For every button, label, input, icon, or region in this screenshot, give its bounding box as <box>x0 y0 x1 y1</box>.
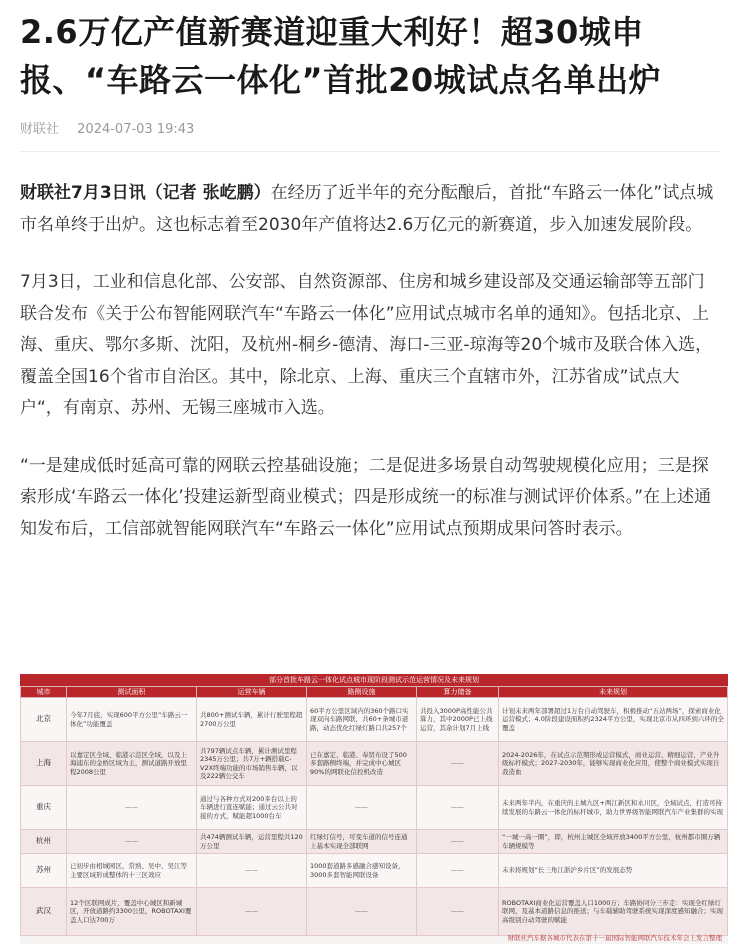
paragraph-1-text: 在经历了近半年的充分酝酿后，首批“车路云一体化”试点城市名单终于出炉。这也标志着至2030年产值将达2.6万亿元的新赛道，步入加速发展阶段。 <box>20 183 714 235</box>
pilot-city-table-image[interactable] <box>20 674 728 944</box>
table-row <box>21 888 728 936</box>
cell-city: 北京 <box>21 698 67 742</box>
cell-compute: —— <box>417 830 499 854</box>
cell-vehicles: 共797辆试点车辆，累计测试里程2345万公里；共7万+辆搭载C-V2X终端功能的市场销售车辆，以及222辆公交车 <box>197 742 307 786</box>
table-row <box>21 830 728 854</box>
cell-roadside: 已在嘉定、临港、奉贤布设了500多套路侧终端，并完成中心城区90%的网联化信控机改造 <box>307 742 417 786</box>
cell-roadside: 60平方公里区域内的360个路口实现双向车路网联，共60+条城市道路，动态优化红绿灯路口共257个 <box>307 698 417 742</box>
cell-roadside: 红绿灯信号，可变车道的信号连通上基本实现全部联网 <box>307 830 417 854</box>
cell-plan: 未来两年半内，在重庆的主城九区+两江新区和永川区，全域试点，打造可持续发展的车路云一体化的标杆城市，助力世界级智能网联汽车产业集群的实现 <box>499 786 728 830</box>
header-area: 测试面积 <box>67 687 197 698</box>
cell-plan: ROBOTAXI商业化运营覆盖人口1000万；车路协同分三步走：实现全红绿灯联网，及基本道路信息的推送；与车载辅助驾驶系统实现深度感知融合；实现高级别自动驾驶的赋能 <box>499 888 728 936</box>
article <box>20 0 720 545</box>
table-row <box>21 698 728 742</box>
pilot-city-table <box>20 686 728 936</box>
table-row <box>21 854 728 888</box>
table-header-row <box>21 687 728 698</box>
cell-area: —— <box>67 786 197 830</box>
publish-datetime: 2024-07-03 19:43 <box>77 122 195 137</box>
cell-area: —— <box>67 830 197 854</box>
cell-compute: —— <box>417 888 499 936</box>
cell-city: 杭州 <box>21 830 67 854</box>
cell-compute: 共投入3000P高性能公共算力，其中2000P已上线运营，其余计划7月上线 <box>417 698 499 742</box>
header-roadside: 路侧设施 <box>307 687 417 698</box>
table-banner: 部分首批车路云一体化试点城市现阶段测试示范运营情况及未来规划 <box>20 674 728 686</box>
cell-roadside: —— <box>307 786 417 830</box>
cell-roadside: —— <box>307 888 417 936</box>
header-plan: 未来规划 <box>499 687 728 698</box>
divider <box>20 151 720 152</box>
cell-vehicles: —— <box>197 888 307 936</box>
header-city: 城市 <box>21 687 67 698</box>
cell-vehicles: —— <box>197 854 307 888</box>
header-compute: 算力储备 <box>417 687 499 698</box>
cell-city: 上海 <box>21 742 67 786</box>
article-title: 2.6万亿产值新赛道迎重大利好！超30城申报、“车路云一体化”首批20城试点名单出炉 <box>20 13 662 99</box>
cell-area: 今年7月底，实现600平方公里“车路云一体化”功能覆盖 <box>67 698 197 742</box>
dateline: 财联社7月3日讯（记者 张屹鹏） <box>20 183 271 203</box>
cell-area: 以嘉定区全域、临港示范区全域，以及上海浦东的金桥区域为主，测试道路开放里程2008公里 <box>67 742 197 786</box>
cell-compute: —— <box>417 786 499 830</box>
source-label[interactable]: 财联社 <box>20 122 60 137</box>
cell-vehicles: 通过与各种方式对200多台以上的车辆进行直连赋能；通过云公共对接的方式，赋能超1000台车 <box>197 786 307 830</box>
cell-city: 武汉 <box>21 888 67 936</box>
paragraph-1 <box>20 178 720 241</box>
cell-city: 重庆 <box>21 786 67 830</box>
table-row <box>21 786 728 830</box>
cell-plan: 2024-2026年，在试点示范期形成运营模式，商业运营、精细运营，产业升级标杆模式；2027-2030年，能够实现商业化应用，使整个商业模式实现自我造血 <box>499 742 728 786</box>
cell-roadside: 1000套道路多感融合感知设备，3000多套智能网联设备 <box>307 854 417 888</box>
cell-area: 已初步由相城园区、常熟、吴中、吴江等主要区域形成整体的十三区效应 <box>67 854 197 888</box>
cell-vehicles: 共474辆测试车辆，运营里程共120万公里 <box>197 830 307 854</box>
cell-city: 苏州 <box>21 854 67 888</box>
paragraph-2: 7月3日，工业和信息化部、公安部、自然资源部、住房和城乡建设部及交通运输部等五部门联合发布《关于公布智能网联汽车“车路云一体化”应用试点城市名单的通知》。包括北京、上海、重庆、鄂尔多斯、沈阳，及杭州-桐乡-德清、海口-三亚-琼海等20个城市及联合体入选，覆盖全国16个省市自治区。其中，除北京、上海、重庆三个直辖市外，江苏省成”试点大户“，有南京、苏州、无锡三座城市入选。 <box>20 272 713 418</box>
table-footer-note: 财联社汽车据各城市代表在第十一届国际智能网联汽车技术年会上发言整理 <box>507 934 722 942</box>
cell-plan: “一城一高一圈”，即，杭州主城区全域开放3400平方公里，杭州都市圈万辆车辆规模等 <box>499 830 728 854</box>
article-meta <box>20 118 720 137</box>
cell-compute: —— <box>417 742 499 786</box>
cell-vehicles: 共800+测试车辆，累计行驶里程超2700万公里 <box>197 698 307 742</box>
cell-plan: 未来将规划“长三角江浙沪乡片区”的发展态势 <box>499 854 728 888</box>
header-vehicles: 运营车辆 <box>197 687 307 698</box>
cell-plan: 计划未来两年部署超过1万台自动驾驶车，积极推动“五站两场”，探索商业化运营模式；4.0阶段建设面积约2324平方公里，实现北京市从四环到六环的全覆盖 <box>499 698 728 742</box>
table-row <box>21 742 728 786</box>
cell-area: 12个区联网成片，覆盖中心城区和新城区，开放道路约3300公里，ROBOTAXI覆盖人口达700万 <box>67 888 197 936</box>
paragraph-3: “一是建成低时延高可靠的网联云控基础设施；二是促进多场景自动驾驶规模化应用；三是探索形成‘车路云一体化’投建运新型商业模式；四是形成统一的标准与测试评价体系。”在上述通知发布后，工信部就智能网联汽车“车路云一体化”应用试点预期成果问答时表示。 <box>20 455 712 539</box>
cell-compute: —— <box>417 854 499 888</box>
